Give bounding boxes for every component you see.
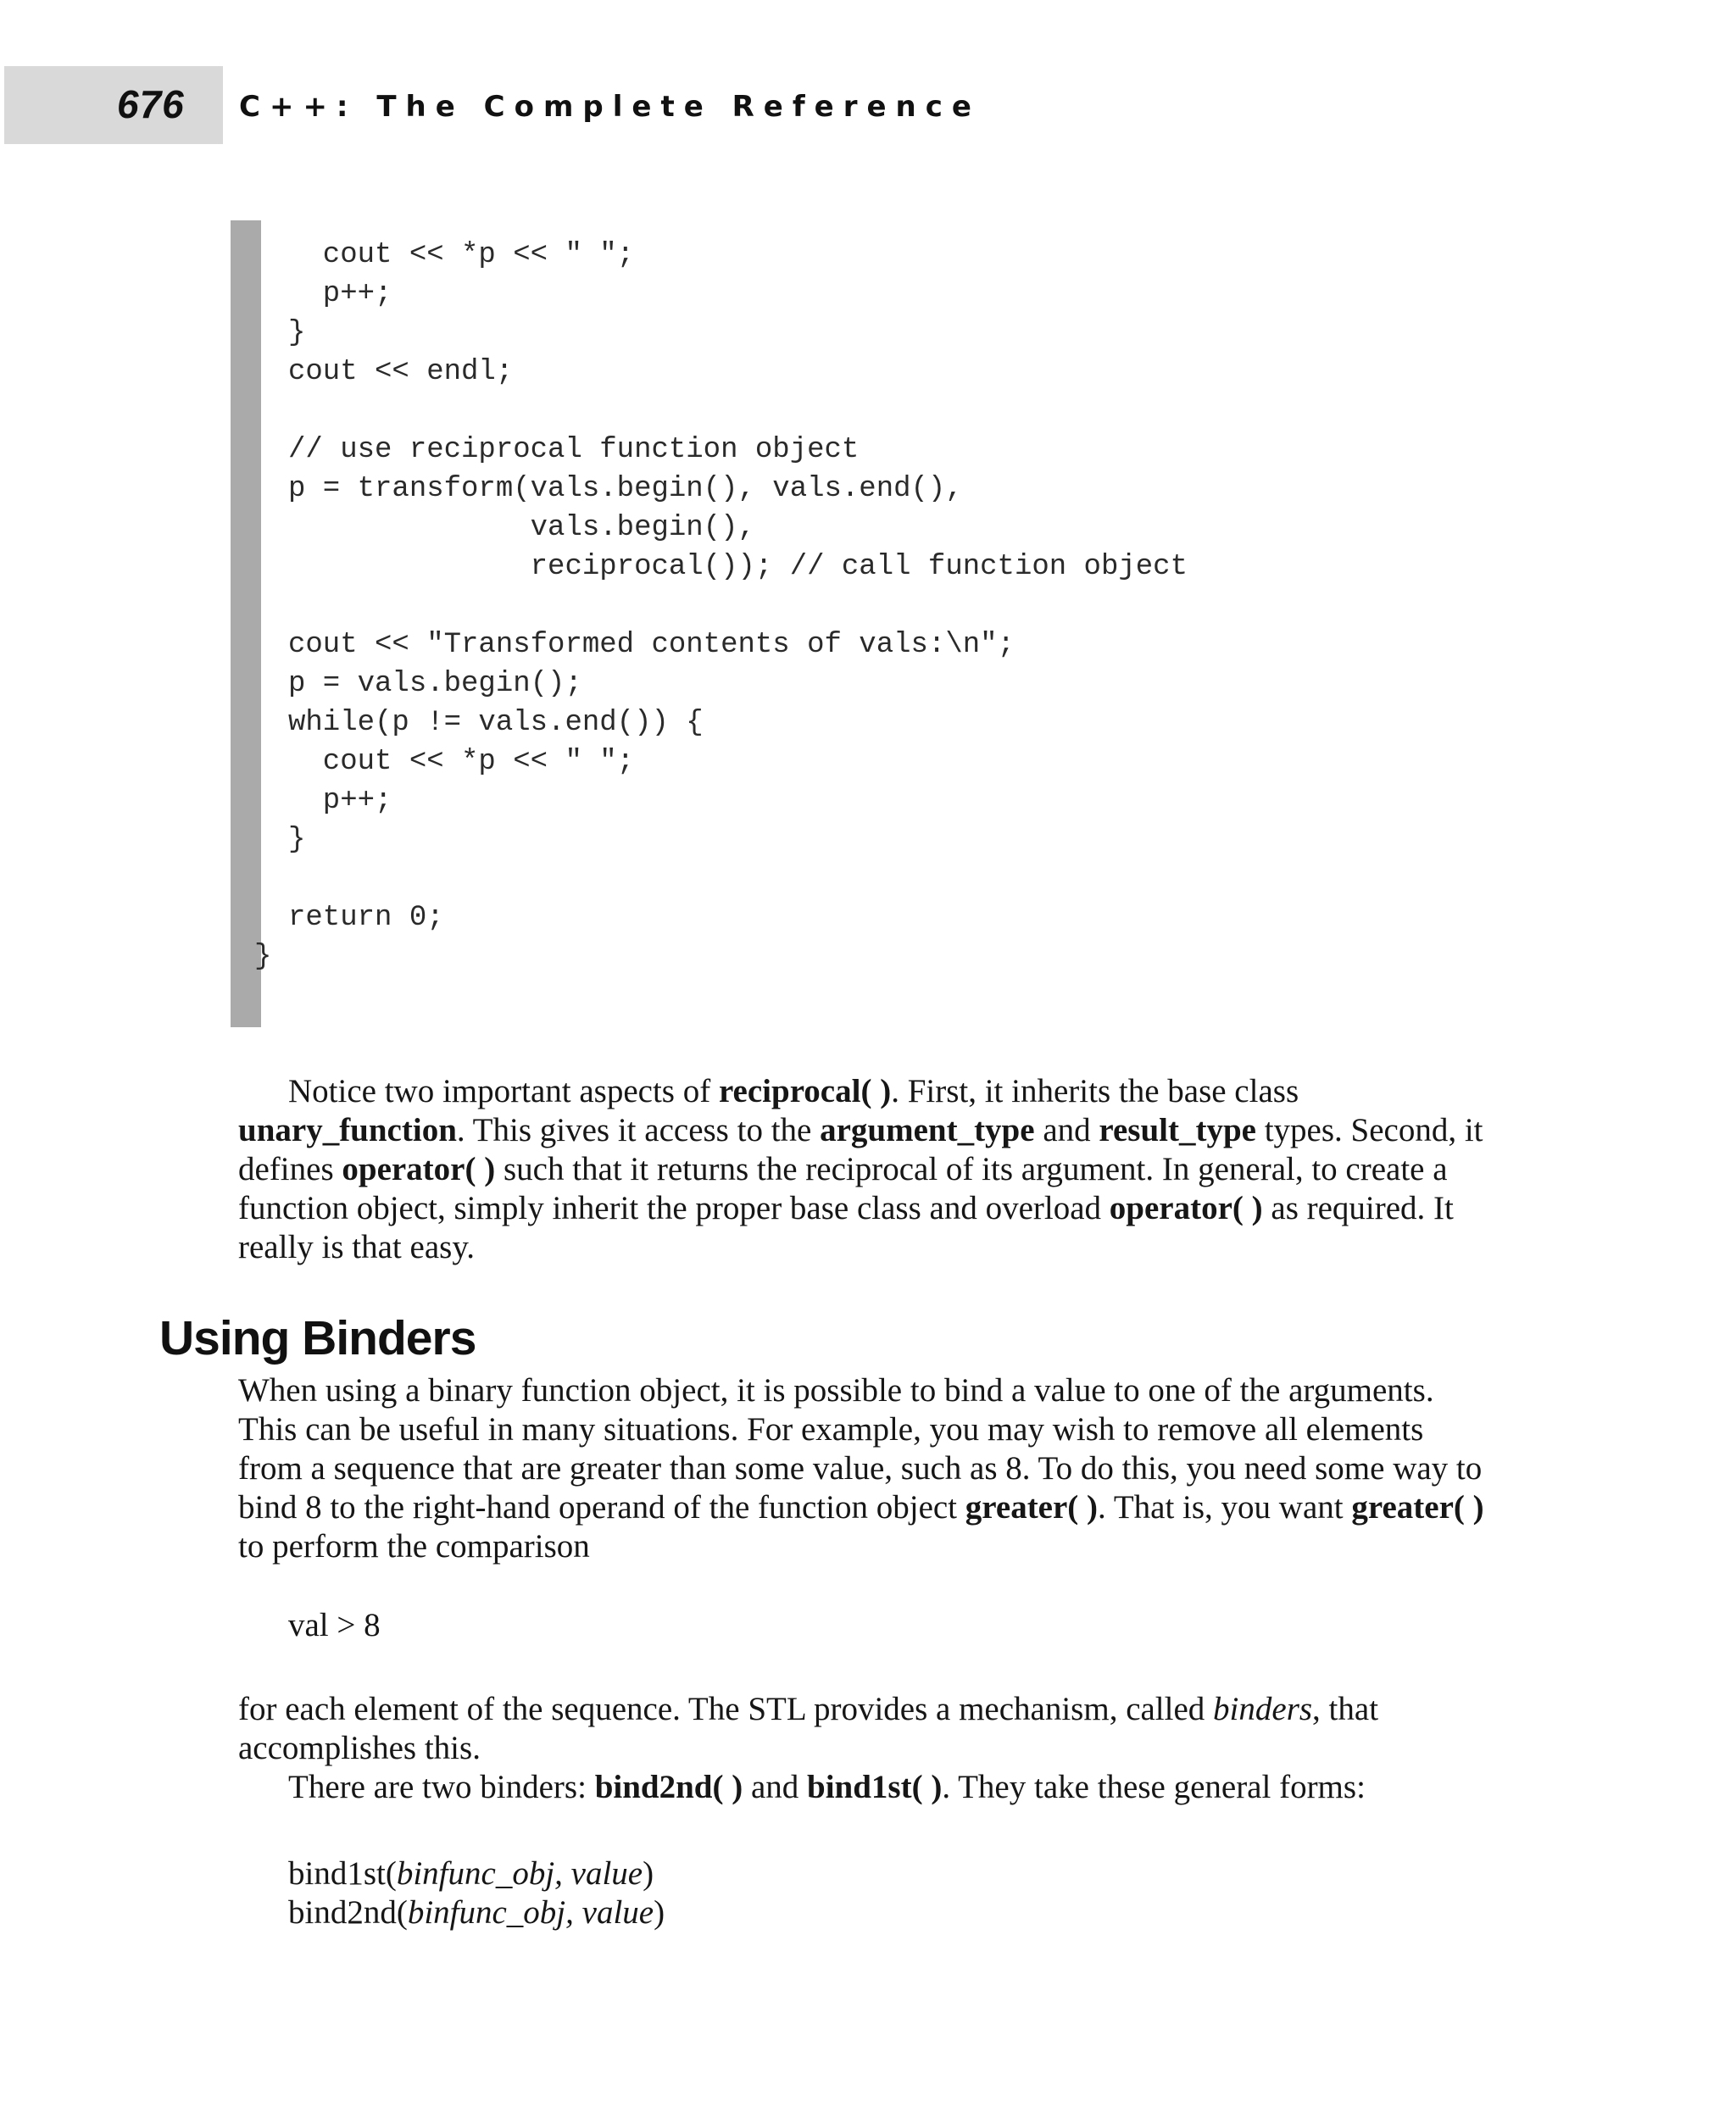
code-line: p++; xyxy=(288,785,392,817)
code-listing xyxy=(254,236,1188,976)
code-line: } xyxy=(254,941,272,973)
code-line: // use reciprocal function object xyxy=(288,434,860,466)
page-number: 676 xyxy=(117,82,185,126)
code-line: } xyxy=(288,317,306,349)
paragraph-binders-intro: When using a binary function object, it is possible to bind a value to one of the arguments. This can be useful in many situations. For example, you may wish to remove all elements from a sequence that are greater than some value, such as 8. To do this, you need some way to bind 8 to the right-hand operand of the function object greater( ). That is, you want greater( ) to perform the comparison xyxy=(238,1372,1484,1565)
code-line: cout << *p << " "; xyxy=(288,746,635,778)
code-line: p = vals.begin(); xyxy=(288,668,582,700)
code-line: cout << "Transformed contents of vals:\n"; xyxy=(288,629,1015,661)
comparison-expression: val > 8 xyxy=(288,1607,381,1643)
bind2nd-form: bind2nd(binfunc_obj, value) xyxy=(288,1894,665,1931)
code-line: return 0; xyxy=(288,902,444,934)
section-heading: Using Binders xyxy=(159,1311,476,1365)
code-line: reciprocal()); // call function object xyxy=(288,551,1188,583)
code-line: vals.begin(), xyxy=(288,512,755,544)
code-margin-bar xyxy=(231,220,261,1027)
code-line: cout << endl; xyxy=(288,356,514,388)
running-title: C++: The Complete Reference xyxy=(239,90,981,124)
paragraph-binders-mechanism: for each element of the sequence. The STL provides a mechanism, called binders, that accomplishes this. xyxy=(238,1691,1379,1766)
bind1st-form: bind1st(binfunc_obj, value) xyxy=(288,1855,654,1892)
code-line: p = transform(vals.begin(), vals.end(), xyxy=(288,473,963,505)
code-line: cout << *p << " "; xyxy=(288,239,635,271)
code-line: while(p != vals.end()) { xyxy=(288,707,704,739)
paragraph-reciprocal: Notice two important aspects of reciprocal( ). First, it inherits the base class unary_function. This gives it access to the argument_type and result_type types. Second, it defines operator( ) such that it returns the reciprocal of its argument. In general, to create a function object, simply inherit the proper base class and overload operator( ) as required. It really is that easy. xyxy=(238,1073,1483,1265)
code-line: } xyxy=(288,824,306,856)
code-line: p++; xyxy=(288,278,392,310)
page-number-box xyxy=(4,66,223,144)
paragraph-two-binders: There are two binders: bind2nd( ) and bind1st( ). They take these general forms: xyxy=(288,1769,1366,1805)
